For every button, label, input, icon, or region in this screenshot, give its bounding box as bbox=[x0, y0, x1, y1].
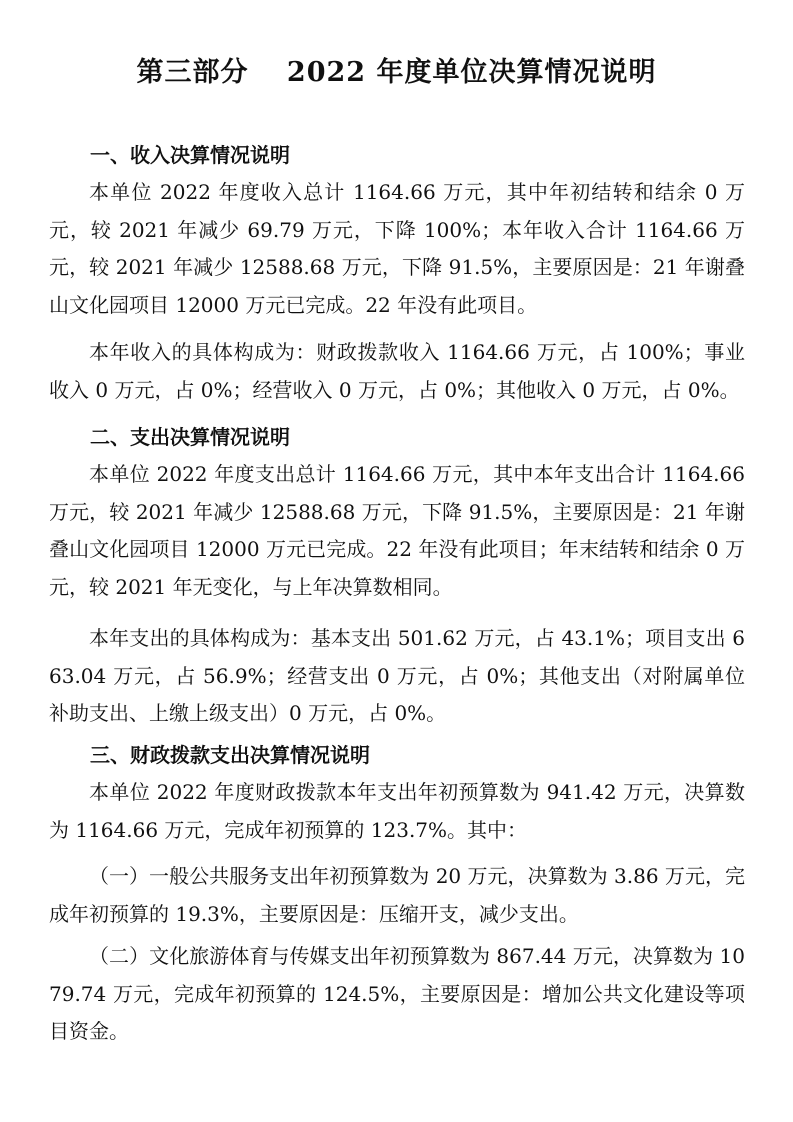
section-heading-fiscal-appropriation: 三、财政拨款支出决算情况说明 bbox=[90, 743, 370, 767]
section-heading-expenditure: 二、支出决算情况说明 bbox=[90, 425, 290, 449]
culture-tourism-sports-media-paragraph: （二）文化旅游体育与传媒支出年初预算数为 867.44 万元，决算数为 1079.74 万元，完成年初预算的 124.5%，主要原因是：增加公共文化建设等项目资金。 bbox=[49, 944, 745, 1043]
document-title: 第三部分 2022 年度单位决算情况说明 bbox=[136, 57, 657, 88]
income-composition-paragraph: 本年收入的具体构成为：财政拨款收入 1164.66 万元，占 100%；事业收入 0 万元，占 0%；经营收入 0 万元，占 0%；其他收入 0 万元，占 0%。 bbox=[49, 340, 745, 402]
expenditure-summary-paragraph: 本单位 2022 年度支出总计 1164.66 万元，其中本年支出合计 1164.66 万元，较 2021 年减少 12588.68 万元，下降 91.5%，主要原因是：21 年谢叠山文化园项目 12000 万元已完成。22 年没有此项目；年末结转和结余 0 万元，较 2021 年无变化，与上年决算数相同。 bbox=[49, 462, 745, 599]
section-heading-income: 一、收入决算情况说明 bbox=[90, 143, 290, 167]
general-public-services-paragraph: （一）一般公共服务支出年初预算数为 20 万元，决算数为 3.86 万元，完成年初预算的 19.3%，主要原因是：压缩开支，减少支出。 bbox=[49, 864, 745, 926]
fiscal-appropriation-summary-paragraph: 本单位 2022 年度财政拨款本年支出年初预算数为 941.42 万元，决算数为 1164.66 万元，完成年初预算的 123.7%。其中： bbox=[49, 780, 745, 842]
income-summary-paragraph: 本单位 2022 年度收入总计 1164.66 万元，其中年初结转和结余 0 万元，较 2021 年减少 69.79 万元，下降 100%；本年收入合计 1164.66 万元，较 2021 年减少 12588.68 万元，下降 91.5%，主要原因是：21 年谢叠山文化园项目 12000 万元已完成。22 年没有此项目。 bbox=[49, 180, 745, 317]
expenditure-composition-paragraph: 本年支出的具体构成为：基本支出 501.62 万元，占 43.1%；项目支出 663.04 万元，占 56.9%；经营支出 0 万元，占 0%；其他支出（对附属单位补助支出、上缴上级支出）0 万元，占 0%。 bbox=[49, 626, 745, 725]
